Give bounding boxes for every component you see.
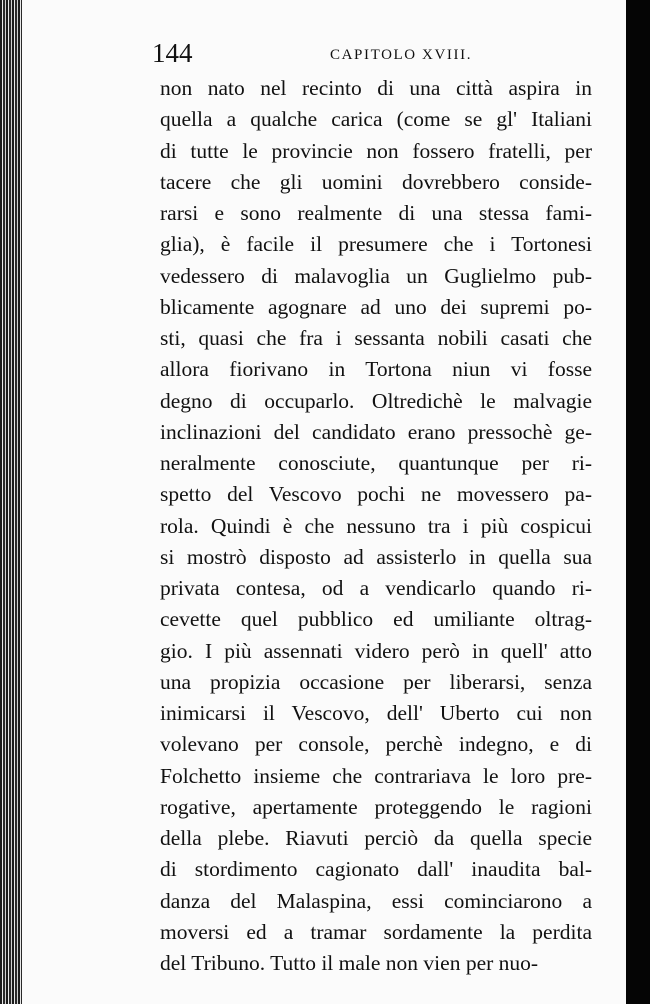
text-line: volevano per console, perchè indegno, e di xyxy=(160,732,592,757)
running-head: CAPITOLO XVIII. xyxy=(330,47,473,63)
text-line: moversi ed a tramar sordamente la perdita xyxy=(160,919,592,944)
text-line: di tutte le provincie non fossero fratelli, per xyxy=(160,138,592,163)
text-line: cevette quel pubblico ed umiliante oltrag- xyxy=(160,607,592,632)
book-page xyxy=(22,0,626,1004)
text-line: di stordimento cagionato dall' inaudita bal- xyxy=(160,857,592,882)
text-line: degno di occuparlo. Oltredichè le malvagie xyxy=(160,388,592,413)
text-line: danza del Malaspina, essi cominciarono a xyxy=(160,888,592,913)
text-line: glia), è facile il presumere che i Tortonesi xyxy=(160,232,592,257)
book-gutter-edge xyxy=(0,0,22,1004)
text-line: allora fiorivano in Tortona niun vi fosse xyxy=(160,357,592,382)
text-line: della plebe. Riavuti perciò da quella specie xyxy=(160,826,592,850)
text-line: spetto del Vescovo pochi ne movessero pa- xyxy=(160,482,592,507)
text-line: rogative, apertamente proteggendo le ragioni xyxy=(160,794,592,819)
text-line: inimicarsi il Vescovo, dell' Uberto cui non xyxy=(160,701,592,725)
text-line: blicamente agognare ad uno dei supremi po- xyxy=(160,294,592,319)
text-line: gio. I più assennati videro però in quell' atto xyxy=(160,638,592,663)
text-line: rarsi e sono realmente di una stessa fami- xyxy=(160,201,592,225)
text-line: Folchetto insieme che contrariava le loro pre- xyxy=(160,763,592,788)
text-line: si mostrò disposto ad assisterlo in quella sua xyxy=(160,544,592,569)
text-line: sti, quasi che fra i sessanta nobili casati che xyxy=(160,326,592,350)
text-line: neralmente conosciute, quantunque per ri- xyxy=(160,451,592,475)
page-number: 144 xyxy=(152,38,193,68)
page-header xyxy=(152,38,622,78)
text-line: una propizia occasione per liberarsi, senza xyxy=(160,669,592,694)
text-line: quella a qualche carica (come se gl' Italiani xyxy=(160,107,592,132)
text-line: rola. Quindi è che nessuno tra i più cospicui xyxy=(160,513,592,538)
text-line: del Tribuno. Tutto il male non vien per nuo- xyxy=(160,951,539,975)
book-cover-edge xyxy=(626,0,650,1004)
text-line: tacere che gli uomini dovrebbero conside- xyxy=(160,169,592,194)
text-line: privata contesa, od a vendicarlo quando ri- xyxy=(160,576,592,600)
text-line: vedessero di malavoglia un Guglielmo pub- xyxy=(160,263,592,288)
body-text xyxy=(160,73,592,979)
text-line: non nato nel recinto di una città aspira in xyxy=(160,76,592,100)
text-line: inclinazioni del candidato erano pressochè ge- xyxy=(160,419,592,444)
